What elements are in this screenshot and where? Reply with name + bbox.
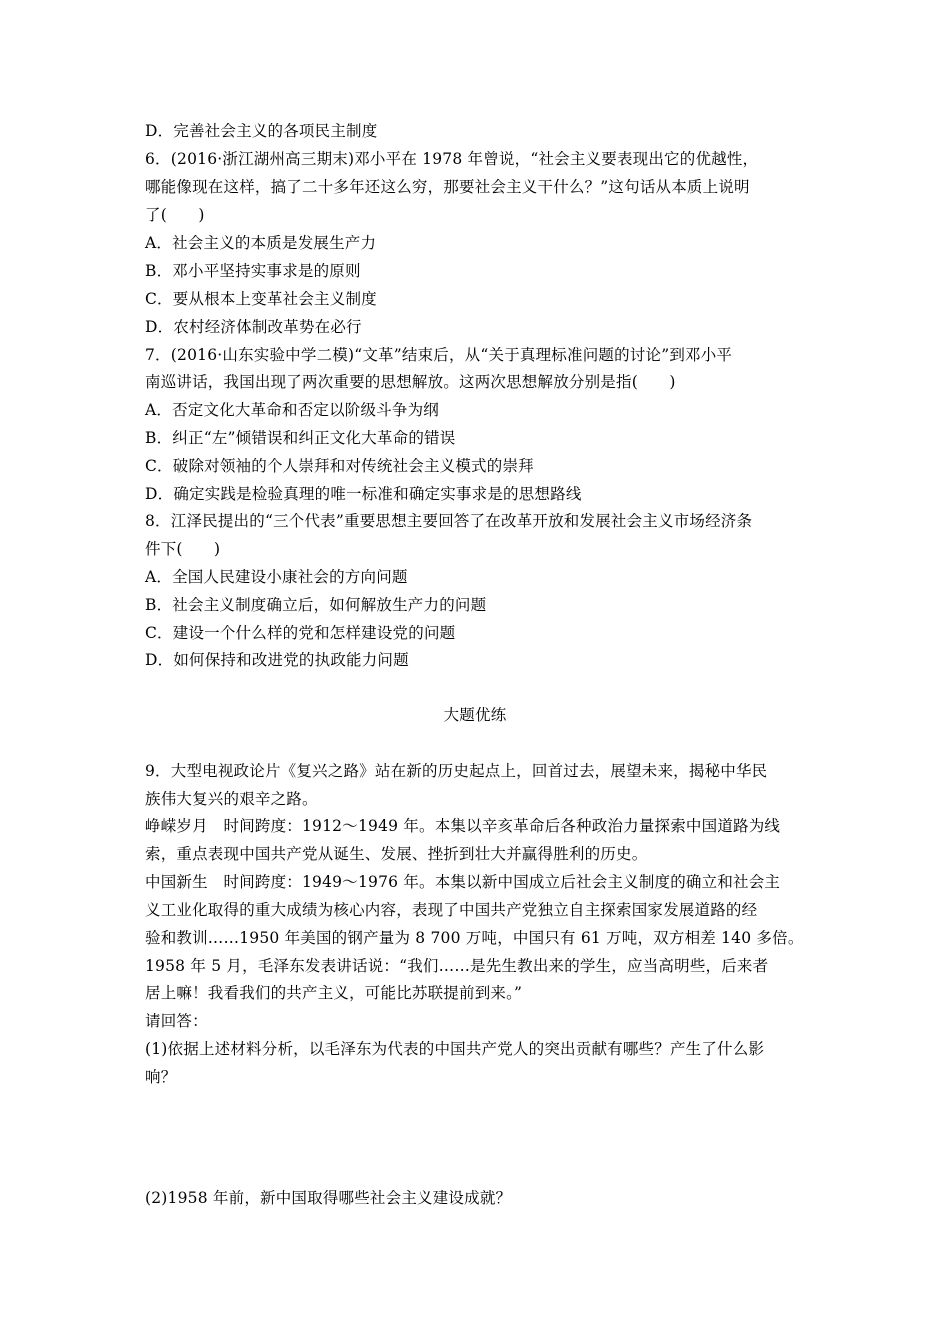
option-6c: C．要从根本上变革社会主义制度 (145, 290, 377, 308)
option-6d: D．农村经济体制改革势在必行 (145, 318, 362, 336)
option-7d: D．确定实践是检验真理的唯一标准和确定实事求是的思想路线 (145, 485, 582, 503)
material-3-line-1: 1958 年 5 月，毛泽东发表讲话说：“我们……是先生教出来的学生，应当高明些，后来者 (145, 957, 769, 975)
option-5d: D．完善社会主义的各项民主制度 (145, 122, 378, 140)
option-8c: C．建设一个什么样的党和怎样建设党的问题 (145, 624, 456, 642)
option-8a: A．全国人民建设小康社会的方向问题 (145, 568, 408, 586)
material-1-line-1: 峥嵘岁月 时间跨度：1912～1949 年。本集以辛亥革命后各种政治力量探索中国道路为线 (145, 817, 781, 835)
question-8-line-2: 件下( ) (145, 540, 221, 558)
material-2-line-2: 义工业化取得的重大成绩为核心内容，表现了中国共产党独立自主探索国家发展道路的经 (145, 901, 758, 919)
question-7-line-1: 7．(2016·山东实验中学二模)“文革”结束后，从“关于真理标准问题的讨论”到邓小平 (145, 346, 733, 364)
sub-question-2: (2)1958 年前，新中国取得哪些社会主义建设成就？ (145, 1189, 512, 1207)
question-6-line-1: 6．(2016·浙江湖州高三期末)邓小平在 1978 年曾说，“社会主义要表现出它的优越性， (145, 150, 759, 168)
sub-question-1-line-1: (1)依据上述材料分析，以毛泽东为代表的中国共产党人的突出贡献有哪些？产生了什么影 (145, 1040, 765, 1058)
option-6b: B．邓小平坚持实事求是的原则 (145, 262, 361, 280)
material-3-line-2: 居上嘛！我看我们的共产主义，可能比苏联提前到来。” (145, 984, 523, 1002)
option-7b: B．纠正“左”倾错误和纠正文化大革命的错误 (145, 429, 456, 447)
option-7a: A．否定文化大革命和否定以阶级斗争为纲 (145, 401, 439, 419)
question-8-line-1: 8．江泽民提出的“三个代表”重要思想主要回答了在改革开放和发展社会主义市场经济条 (145, 512, 753, 530)
question-9-line-1: 9．大型电视政论片《复兴之路》站在新的历史起点上，回首过去，展望未来，揭秘中华民 (145, 762, 768, 780)
material-2-line-3: 验和教训……1950 年美国的钢产量为 8 700 万吨，中国只有 61 万吨，双方相差 140 多倍。 (145, 929, 804, 947)
option-8b: B．社会主义制度确立后，如何解放生产力的问题 (145, 596, 487, 614)
question-6-line-2: 哪能像现在这样，搞了二十多年还这么穷，那要社会主义干什么？”这句话从本质上说明 (145, 178, 750, 196)
question-9-line-2: 族伟大复兴的艰辛之路。 (145, 790, 318, 808)
answer-prompt: 请回答： (145, 1012, 208, 1030)
question-7-line-2: 南巡讲话，我国出现了两次重要的思想解放。这两次思想解放分别是指( ) (145, 373, 676, 391)
question-6-line-3: 了( ) (145, 206, 205, 224)
section-heading: 大题优练 (443, 706, 507, 724)
option-7c: C．破除对领袖的个人崇拜和对传统社会主义模式的崇拜 (145, 457, 534, 475)
sub-question-1-line-2: 响？ (145, 1068, 177, 1086)
option-6a: A．社会主义的本质是发展生产力 (145, 234, 377, 252)
material-2-line-1: 中国新生 时间跨度：1949～1976 年。本集以新中国成立后社会主义制度的确立和社会主 (145, 873, 781, 891)
material-1-line-2: 索，重点表现中国共产党从诞生、发展、挫折到壮大并赢得胜利的历史。 (145, 845, 648, 863)
option-8d: D．如何保持和改进党的执政能力问题 (145, 651, 409, 669)
